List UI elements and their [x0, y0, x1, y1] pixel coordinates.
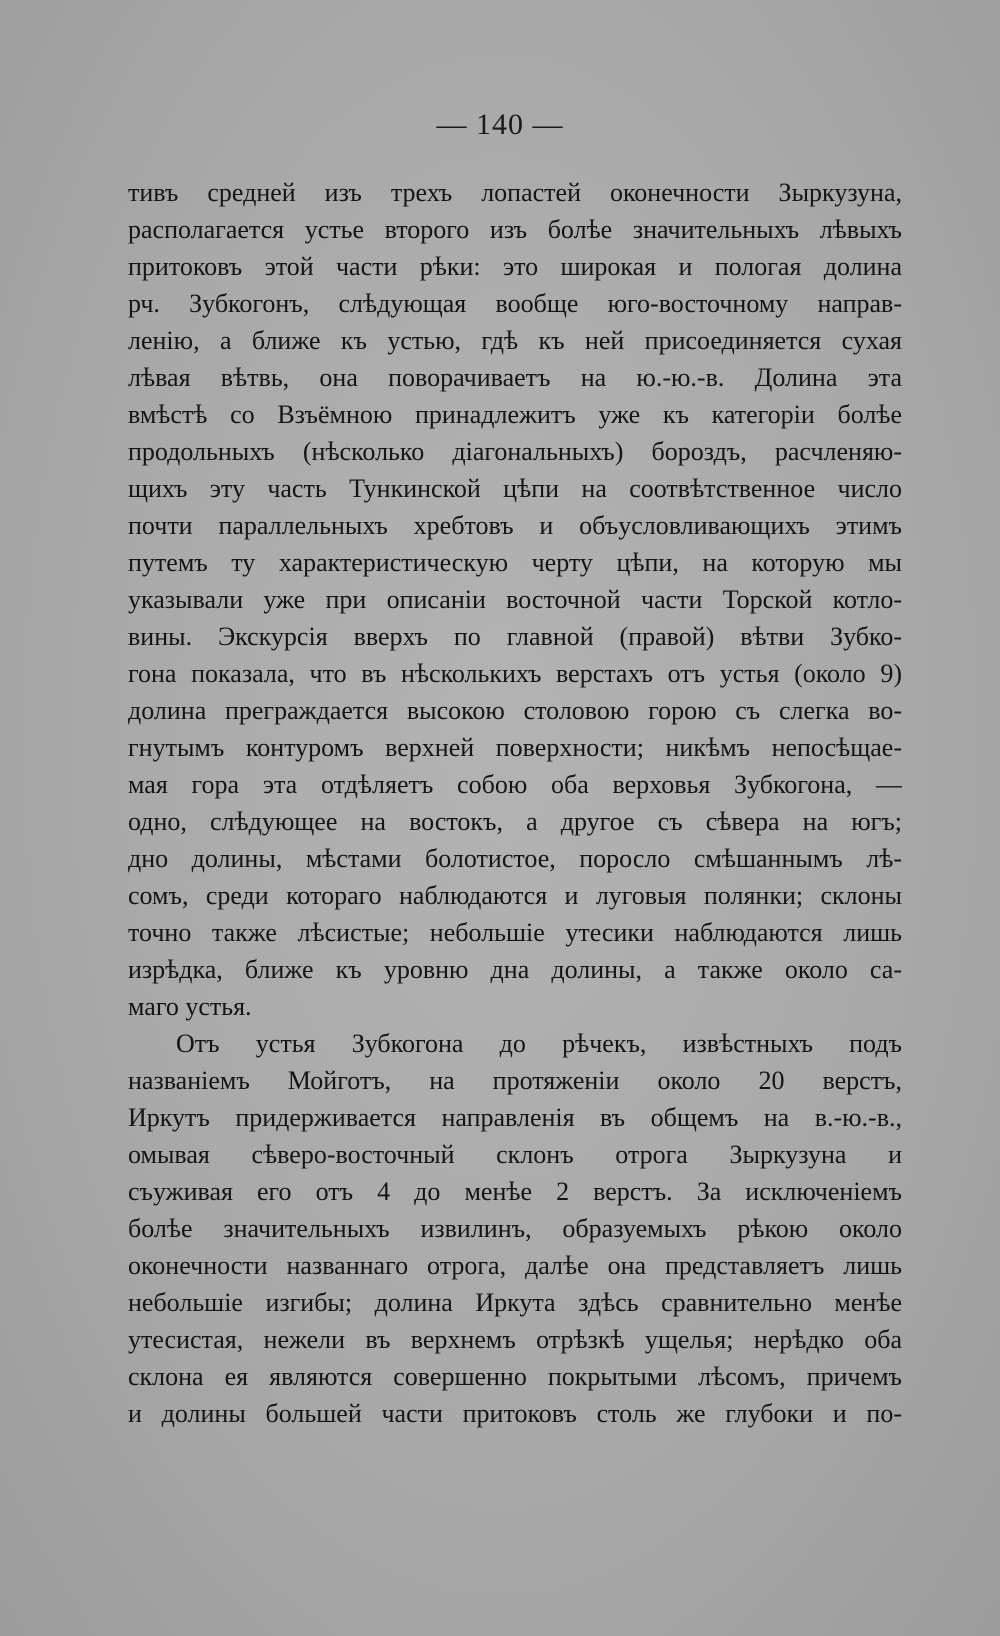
text-line: щихъ эту часть Тункинской цѣпи на соотвѣтственное число [128, 474, 902, 503]
page-number: — 140 — [436, 108, 564, 141]
text-line: небольшіе изгибы; долина Иркута здѣсь сравнительно менѣе [128, 1288, 902, 1317]
text-line: утесистая, нежели въ верхнемъ отрѣзкѣ ущелья; нерѣдко оба [128, 1325, 902, 1354]
text-line: почти параллельныхъ хребтовъ и объусловливающихъ этимъ [128, 511, 902, 540]
text-line: сомъ, среди котораго наблюдаются и луговыя полянки; склоны [128, 881, 902, 910]
text-line: лѣвая вѣтвь, она поворачиваетъ на ю.-ю.-в. Долина эта [128, 363, 902, 392]
text-line: вмѣстѣ со Взъёмною принадлежитъ уже къ категоріи болѣе [128, 400, 902, 429]
text-line: омывая сѣверо-восточный склонъ отрога Зыркузуна и [128, 1140, 902, 1169]
text-line: Отъ устья Зубкогона до рѣчекъ, извѣстныхъ подъ [176, 1029, 902, 1058]
text-line: изрѣдка, ближе къ уровню дна долины, а также около са- [128, 955, 902, 984]
text-line: Иркутъ придерживается направленія въ общемъ на в.-ю.-в., [128, 1103, 902, 1132]
text-line: продольныхъ (нѣсколько діагональныхъ) бороздъ, расчленяю- [128, 437, 902, 466]
text-line: гона показала, что въ нѣсколькихъ верстахъ отъ устья (около 9) [128, 659, 902, 688]
text-line: болѣе значительныхъ извилинъ, образуемыхъ рѣкою около [128, 1214, 902, 1243]
text-line: располагается устье второго изъ болѣе значительныхъ лѣвыхъ [128, 215, 902, 244]
text-line: рч. Зубкогонъ, слѣдующая вообще юго-восточному направ- [128, 289, 902, 318]
text-line: и долины большей части притоковъ столь же глубоки и по- [128, 1399, 902, 1428]
text-line: точно также лѣсистые; небольшіе утесики наблюдаются лишь [128, 918, 902, 947]
text-line: оконечности названнаго отрога, далѣе она представляетъ лишь [128, 1251, 902, 1280]
text-line: тивъ средней изъ трехъ лопастей оконечности Зыркузуна, [128, 178, 902, 207]
page-text [128, 174, 902, 1432]
text-line: путемъ ту характеристическую черту цѣпи, на которую мы [128, 548, 902, 577]
text-line: ленію, а ближе къ устью, гдѣ къ ней присоединяется сухая [128, 326, 902, 355]
text-line: долина преграждается высокою столовою горою съ слегка во- [128, 696, 902, 725]
text-line: дно долины, мѣстами болотистое, поросло смѣшаннымъ лѣ- [128, 844, 902, 873]
text-line: склона ея являются совершенно покрытыми лѣсомъ, причемъ [128, 1362, 902, 1391]
paragraph-1 [128, 174, 902, 1025]
text-line: гнутымъ контуромъ верхней поверхности; никѣмъ непосѣщае- [128, 733, 902, 762]
text-line: съуживая его отъ 4 до менѣе 2 верстъ. За исключеніемъ [128, 1177, 902, 1206]
text-line: притоковъ этой части рѣки: это широкая и пологая долина [128, 252, 902, 281]
text-line: указывали уже при описаніи восточной части Торской котло- [128, 585, 902, 614]
text-line: мая гора эта отдѣляетъ собою оба верховья Зубкогона, — [128, 770, 902, 799]
text-line: вины. Экскурсія вверхъ по главной (правой) вѣтви Зубко- [128, 622, 902, 651]
text-line: названіемъ Мойготъ, на протяженіи около 20 верстъ, [128, 1066, 902, 1095]
text-line: маго устья. [128, 992, 252, 1021]
paragraph-2 [128, 1025, 902, 1432]
text-line: одно, слѣдующее на востокъ, а другое съ сѣвера на югъ; [128, 807, 902, 836]
